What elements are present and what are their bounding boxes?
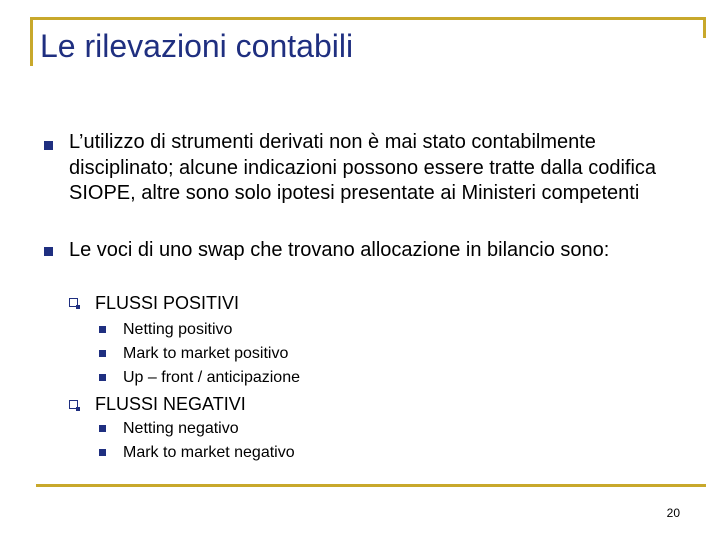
sub-sub-bullet-icon — [99, 374, 106, 381]
flussi-positivi-item-3: Up – front / anticipazione — [123, 369, 300, 386]
bullet-text-1: L’utilizzo di strumenti derivati non è mai stato contabilmente disciplinato; alcune indicazioni possono essere tratte dalla codifica SIOPE, altre sono solo ipotesi presentate ai Ministeri competenti — [69, 131, 657, 204]
bullet-square-icon — [44, 141, 53, 150]
page-number: 20 — [666, 506, 680, 520]
slide-title: Le rilevazioni contabili — [40, 28, 354, 64]
sub-bullet-hollow-square-icon — [69, 298, 78, 307]
flussi-positivi-heading: FLUSSI POSITIVI — [95, 293, 240, 313]
title-frame-right-rule — [703, 17, 706, 38]
flussi-positivi-item-1: Netting positivo — [123, 321, 233, 338]
title-frame-left-rule — [30, 17, 33, 66]
bullet-square-icon — [44, 247, 53, 256]
sub-sub-bullet-icon — [99, 350, 106, 357]
sub-sub-bullet-icon — [99, 425, 106, 432]
title-frame-top-rule — [30, 17, 706, 20]
footer-rule — [36, 484, 706, 487]
sub-sub-bullet-icon — [99, 449, 106, 456]
flussi-negativi-item-1: Netting negativo — [123, 420, 239, 437]
sub-bullet-hollow-square-icon — [69, 400, 78, 409]
flussi-positivi-item-2: Mark to market positivo — [123, 345, 289, 362]
flussi-negativi-heading: FLUSSI NEGATIVI — [95, 394, 246, 414]
flussi-negativi-item-2: Mark to market negativo — [123, 444, 295, 461]
sub-sub-bullet-icon — [99, 326, 106, 333]
bullet-text-2: Le voci di uno swap che trovano allocazione in bilancio sono: — [69, 239, 610, 261]
